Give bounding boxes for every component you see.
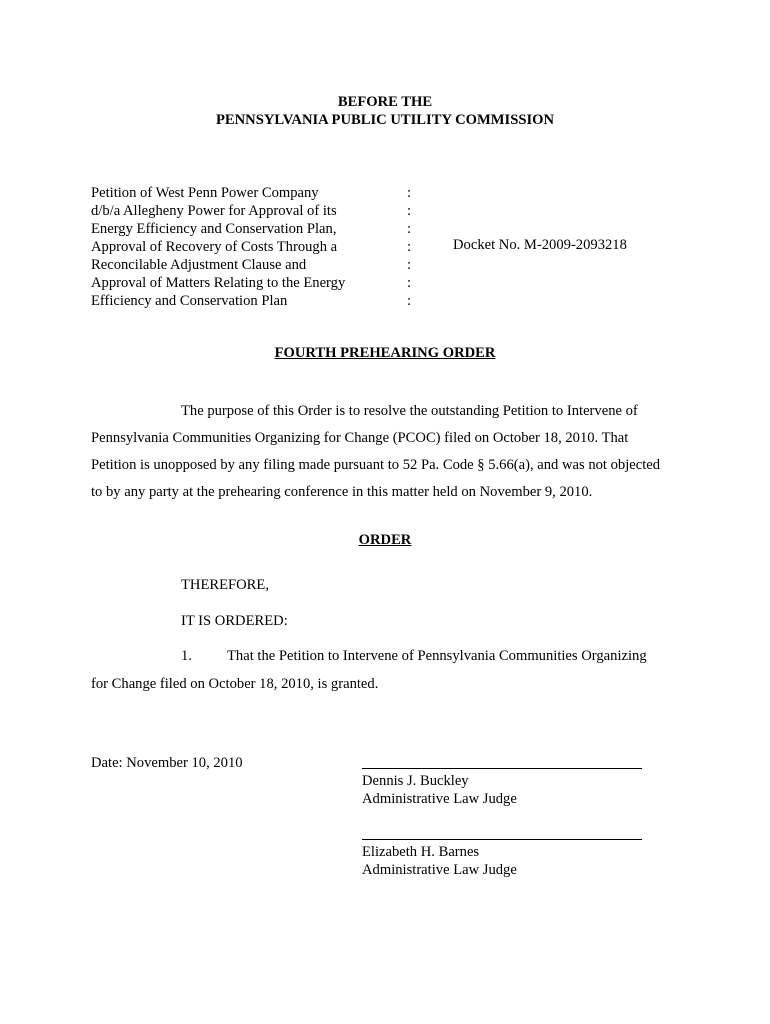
signature-line [362, 839, 642, 840]
paragraph-line: The purpose of this Order is to resolve the outstanding Petition to Intervene of [181, 403, 638, 419]
caption-colon: : [407, 221, 412, 237]
caption-line: Approval of Matters Relating to the Energy [91, 275, 346, 291]
caption-line: Reconcilable Adjustment Clause and [91, 257, 307, 273]
judge-title: Administrative Law Judge [362, 791, 517, 807]
it-is-ordered-text: IT IS ORDERED: [181, 613, 288, 629]
body-paragraph [91, 398, 660, 506]
caption-colon-column [407, 184, 411, 310]
caption-line: Approval of Recovery of Costs Through a [91, 239, 338, 255]
paragraph-line: Pennsylvania Communities Organizing for Change (PCOC) filed on October 18, 2010. That [91, 430, 629, 446]
caption-line: Energy Efficiency and Conservation Plan, [91, 221, 337, 237]
order-item-number: 1. [181, 648, 192, 664]
caption-colon: : [407, 257, 412, 273]
caption-colon: : [407, 275, 412, 291]
judge-title: Administrative Law Judge [362, 862, 517, 878]
caption-line: Efficiency and Conservation Plan [91, 293, 288, 309]
caption-colon: : [407, 239, 412, 255]
case-caption [91, 184, 345, 310]
paragraph-line: Petition is unopposed by any filing made pursuant to 52 Pa. Code § 5.66(a), and was not objected [91, 457, 661, 473]
caption-colon: : [407, 185, 412, 201]
header-line-1: BEFORE THE [337, 94, 433, 110]
judge-name: Dennis J. Buckley [362, 773, 469, 789]
order-title: ORDER [358, 532, 412, 548]
caption-colon: : [407, 293, 412, 309]
order-item-text-line-1: That the Petition to Intervene of Pennsylvania Communities Organizing [227, 648, 647, 664]
order-item-text-line-2: for Change filed on October 18, 2010, is granted. [91, 676, 379, 692]
caption-line: Petition of West Penn Power Company [91, 185, 319, 201]
therefore-text: THEREFORE, [181, 577, 269, 593]
paragraph-line: to by any party at the prehearing conference in this matter held on November 9, 2010. [91, 484, 593, 500]
judge-name: Elizabeth H. Barnes [362, 844, 480, 860]
section-title: FOURTH PREHEARING ORDER [274, 345, 496, 361]
header-line-2: PENNSYLVANIA PUBLIC UTILITY COMMISSION [215, 112, 555, 128]
docket-number: Docket No. M-2009-2093218 [453, 237, 627, 253]
signature-line [362, 768, 642, 769]
caption-line: d/b/a Allegheny Power for Approval of its [91, 203, 337, 219]
order-date: Date: November 10, 2010 [91, 755, 243, 771]
caption-colon: : [407, 203, 412, 219]
